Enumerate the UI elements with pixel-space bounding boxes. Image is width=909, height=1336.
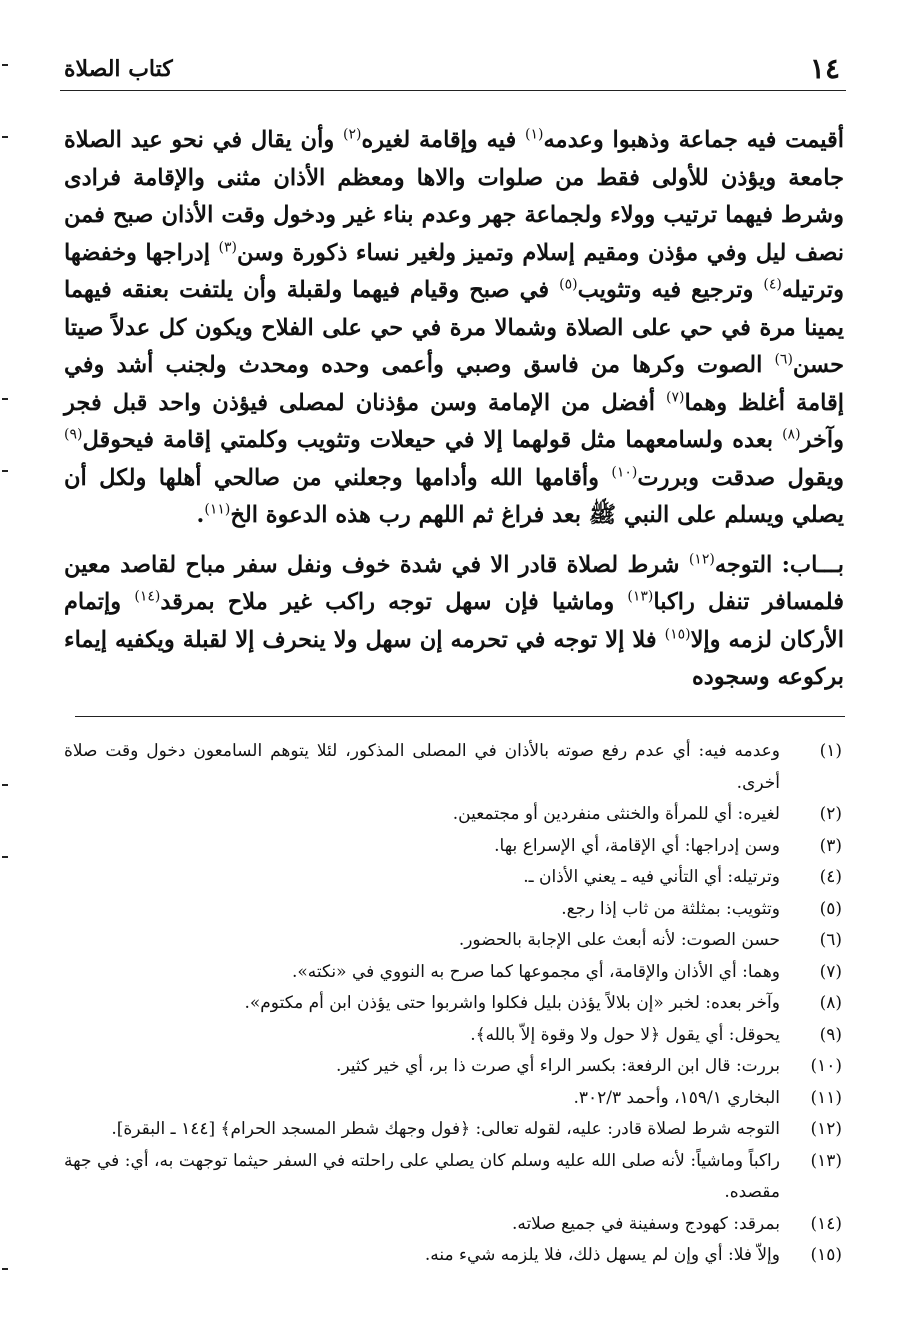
footnote-number: (١٠) [810, 1056, 842, 1076]
footnote-ref: (٣) [218, 239, 237, 255]
footnote-text: لغيره: أي للمرأة والخنثى منفردين أو مجتمعين. [452, 804, 780, 824]
footnote-ref: (١١) [204, 501, 231, 518]
footnote-ref: (١٠) [611, 464, 638, 480]
footnote [64, 1114, 844, 1146]
footnote-ref: (٤) [763, 276, 782, 293]
footnote-ref: (١) [525, 126, 544, 143]
footnote [64, 1146, 844, 1209]
margin-tick [2, 856, 8, 858]
text-run: فيه وإقامة لغيره [361, 127, 525, 153]
footnote-text: بررت: قال ابن الرفعة: بكسر الراء أي صرت ذا بر، أي خير كثير. [336, 1056, 780, 1076]
text-run: بعده ولسامعهما مثل قولهما إلا في حيعلات وتثويب وكلمتي إقامة فيحوقل [82, 427, 783, 453]
text-run: وأقامها الله وأدامها وجعلني من صالحي أهلها ولكل أن يصلي ويسلم على النبي ﷺ بعد فراغ ثم اللهم رب هذه الدعوة الخ [64, 464, 844, 528]
bab-label: بـــاب: [781, 551, 844, 578]
page-header [60, 50, 846, 91]
footnote-ref: (٨) [782, 426, 801, 443]
footnote-ref: (١٥) [664, 626, 691, 642]
footnote-ref: (٧) [666, 389, 685, 405]
footnote-number: (٧) [819, 961, 842, 982]
footnote-text: وإلاّ فلا: أي وإن لم يسهل ذلك، فلا يلزمه شيء منه. [424, 1245, 780, 1265]
footnote-ref: (٩) [64, 426, 83, 443]
footnote-text: البخاري ١٥٩/١، وأحمد ٣٠٢/٣. [573, 1087, 780, 1108]
footnote-number: (١٢) [810, 1119, 842, 1139]
footnote-number: (١) [819, 741, 842, 761]
footnote-ref: (٢) [343, 126, 362, 143]
margin-tick [2, 136, 8, 138]
paragraph-bab [64, 547, 844, 697]
main-text [64, 122, 844, 697]
text-run: الصوت وكرها من فاسق وصبي وأعمى وحده ومحدث ولجنب أشد وفي إقامة أغلظ وهما [64, 352, 844, 416]
footnote [64, 1209, 844, 1241]
text-run: ويقول صدقت وبررت [637, 464, 844, 491]
footnote-text: وعدمه فيه: أي عدم رفع صوته بالأذان في المصلى المذكور، لئلا يتوهم السامعون دخول وقت صلاة أخرى. [64, 741, 780, 793]
footnote-text: وسن إدراجها: أي الإقامة، أي الإسراع بها. [494, 835, 780, 856]
footnote [64, 799, 844, 831]
text-run: التوجه [714, 551, 782, 578]
footnote-number: (١٤) [810, 1213, 842, 1234]
footnote [64, 862, 844, 894]
text-run: وماشيا فإن سهل توجه راكب غير ملاح بمرقد [160, 589, 628, 615]
footnote-text: التوجه شرط لصلاة قادر: عليه، لقوله تعالى: ﴿فول وجهك شطر المسجد الحرام﴾ [١٤٤ ـ البقرة]. [111, 1119, 780, 1139]
footnote-ref: (١٢) [688, 551, 715, 567]
text-run: وترجيع فيه وتثويب [577, 277, 764, 303]
margin-tick [2, 64, 8, 66]
footnote-number: (١٣) [810, 1150, 842, 1171]
footnote [64, 831, 844, 863]
footnote [64, 894, 844, 926]
margin-tick [2, 1268, 8, 1270]
footnote-text: وتثويب: بمثلثة من ثاب إذا رجع. [561, 898, 780, 919]
footnote-number: (٣) [819, 835, 842, 856]
footnote-number: (١٥) [810, 1245, 842, 1265]
text-run: أفضل من الإمامة وسن مؤذنان لمصلى فيؤذن واحد قبل فجر وآخر [64, 389, 844, 453]
text-run: أقيمت فيه جماعة وذهبوا وعدمه [543, 127, 845, 153]
footnote [64, 736, 844, 799]
text-run: . [196, 502, 205, 528]
footnote-number: (٢) [819, 804, 842, 824]
text-run: في صبح وقيام فيهما ولقبلة وأن يلتفت بعنقه فيهما يمينا مرة في حي على الصلاة وشمالا مرة في حي على الفلاح ويكون كل عدلاً صيتا حسن [64, 277, 845, 378]
footnote [64, 1240, 844, 1272]
footnote-number: (٨) [819, 993, 842, 1013]
footnote-ref: (٥) [559, 276, 578, 293]
footnote-text: حسن الصوت: لأنه أبعث على الإجابة بالحضور. [458, 930, 780, 950]
footnote-number: (٩) [819, 1024, 842, 1045]
text-run: وأن يقال في نحو عيد الصلاة جامعة ويؤذن للأولى فقط من صلوات والاها ومعظم الأذان مثنى والإقامة فرادى وشرط فيهما ترتيب وولاء ولجماعة جهر وعدم بناء غير ودخول وقت الأذان صبح فمن نصف ليل وفي مؤذن ومقيم إسلام وتميز ولغير نساء ذكورة وسن [64, 127, 844, 266]
paragraph [64, 122, 844, 535]
footnote-ref: (٦) [774, 351, 793, 368]
text-run: وإتمام الأركان لزمه وإلا [64, 589, 844, 653]
text-run: إدراجها وخفضها وترتيله [64, 239, 844, 303]
footnote-number: (٤) [819, 867, 842, 887]
margin-tick [2, 470, 8, 472]
footnote-text: وآخر بعده: لخبر «إن بلالاً يؤذن بليل فكلوا واشربوا حتى يؤذن ابن أم مكتوم». [244, 993, 780, 1013]
footnote-text: وترتيله: أي التأني فيه ـ يعني الأذان ـ. [523, 867, 780, 887]
footnote-text: راكباً وماشياً: لأنه صلى الله عليه وسلم كان يصلي على راحلته في السفر حيثما توجهت به، أي: في جهة مقصده. [64, 1150, 780, 1202]
footnote [64, 1020, 844, 1052]
text-run: فلا إلا توجه في تحرمه إن سهل ولا ينحرف إلا لقبلة ويكفيه إيماء بركوعه وسجوده [64, 626, 844, 690]
footnote-text: وهما: أي الأذان والإقامة، أي مجموعها كما صرح به النووي في «نكته». [291, 961, 780, 982]
footnote-number: (٥) [819, 898, 842, 919]
footnote-text: بمرقد: كهودج وسفينة في جميع صلاته. [511, 1213, 780, 1234]
margin-tick [2, 398, 8, 400]
text-run: شرط لصلاة قادر الا في شدة خوف ونفل سفر مباح لقاصد معين فلمسافر تنفل راكبا [64, 551, 844, 615]
footnote [64, 1083, 844, 1115]
footnote [64, 957, 844, 989]
footnote-ref: (١٣) [627, 588, 654, 605]
footnote [64, 1051, 844, 1083]
running-title: كتاب الصلاة [64, 56, 173, 82]
footnote-ref: (١٤) [134, 588, 161, 605]
margin-tick [2, 784, 8, 786]
footnote-number: (١١) [810, 1087, 842, 1108]
footnote-text: يحوقل: أي يقول ﴿لا حول ولا وقوة إلاّ بالله﴾. [470, 1024, 780, 1045]
footnotes [64, 736, 844, 1272]
footnote-number: (٦) [819, 930, 842, 950]
footnote [64, 925, 844, 957]
footnote-separator [75, 716, 845, 717]
footnote [64, 988, 844, 1020]
page-number: ١٤ [809, 52, 840, 85]
